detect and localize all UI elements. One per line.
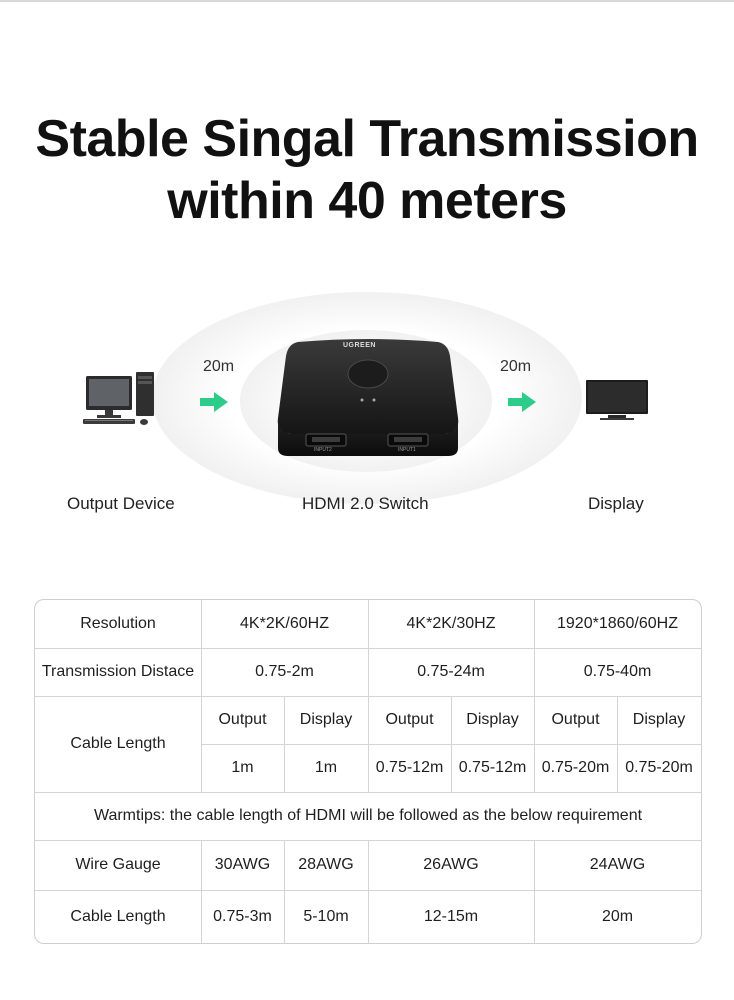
desktop-computer-icon: [80, 372, 160, 428]
switch-label: HDMI 2.0 Switch: [302, 494, 429, 513]
cable-length-cell: 0.75-12m: [375, 759, 444, 776]
distance-cell: 0.75-24m: [417, 663, 485, 680]
distance-header: Transmission Distace: [41, 663, 195, 680]
wire-gauge-cell: 30AWG: [214, 856, 271, 873]
top-divider: [0, 0, 734, 2]
cable-length-cell: 0.75-12m: [458, 759, 527, 776]
wire-gauge-cell: 26AWG: [423, 856, 479, 873]
distance-cell: 0.75-40m: [583, 663, 652, 680]
sub-header-display: Display: [632, 711, 686, 728]
port-label-input2: INPUT2: [314, 447, 332, 453]
port-label-input1: INPUT1: [398, 447, 416, 453]
sub-header-output: Output: [385, 711, 434, 728]
hdmi-switch-device: [276, 338, 460, 462]
connection-diagram: [0, 280, 734, 520]
wire-gauge-cell: 28AWG: [298, 856, 354, 873]
right-arrow-icon: [200, 392, 228, 412]
gauge-cable-length-cell: 0.75-3m: [213, 907, 272, 925]
gauge-cable-length-cell: 20m: [601, 907, 634, 925]
distance-cell: 0.75-2m: [255, 663, 314, 680]
resolution-cell: 4K*2K/60HZ: [240, 615, 329, 632]
wire-gauge-header: Wire Gauge: [75, 856, 161, 873]
switch-brand-logo: UGREEN: [343, 342, 376, 349]
cable-length-cell: 1m: [314, 759, 338, 776]
title-line-1: Stable Singal Transmission: [35, 110, 699, 168]
cable-length-cell: 0.75-20m: [541, 759, 610, 776]
cable-length-header: Cable Length: [70, 735, 166, 752]
cable-length-cell: 0.75-20m: [625, 759, 693, 776]
sub-header-display: Display: [466, 711, 519, 728]
left-distance-label: 20m: [203, 358, 235, 375]
output-device-label: Output Device: [67, 494, 175, 513]
resolution-cell: 1920*1860/60HZ: [557, 615, 678, 632]
resolution-header: Resolution: [80, 615, 156, 632]
wire-gauge-cell: 24AWG: [589, 856, 646, 873]
page-title: [0, 108, 734, 232]
display-monitor-icon: [584, 378, 650, 422]
gauge-cable-length-cell: 5-10m: [303, 907, 349, 925]
display-label: Display: [588, 494, 644, 513]
sub-header-output: Output: [551, 711, 600, 728]
right-arrow-icon: [508, 392, 536, 412]
sub-header-output: Output: [218, 711, 267, 728]
sub-header-display: Display: [299, 711, 353, 728]
gauge-cable-length-header: Cable Length: [70, 907, 166, 925]
right-distance-label: 20m: [500, 358, 532, 375]
spec-table: [34, 599, 702, 944]
gauge-cable-length-cell: 12-15m: [423, 907, 479, 925]
resolution-cell: 4K*2K/30HZ: [406, 615, 496, 632]
warmtips-note: Warmtips: the cable length of HDMI will be followed as the below requirement: [93, 807, 643, 824]
title-line-2: within 40 meters: [167, 172, 567, 230]
cable-length-cell: 1m: [231, 759, 254, 776]
